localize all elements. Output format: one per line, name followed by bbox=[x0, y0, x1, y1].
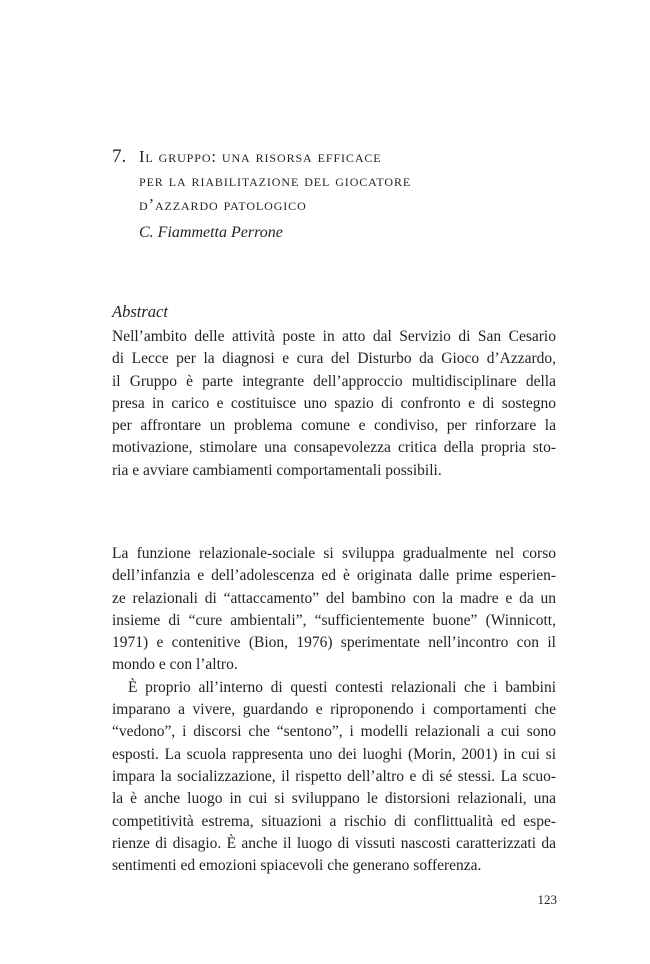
body-line: È proprio all’interno di questi contesti relazionali che i bambini bbox=[128, 678, 556, 696]
body-line: insieme di “cure ambientali”, “sufficientemente buone” (Winnicott, bbox=[112, 611, 556, 629]
abstract-heading: Abstract bbox=[112, 302, 168, 321]
paragraph-2 bbox=[112, 677, 556, 878]
body-line: la è anche luogo in cui si sviluppano le distorsioni relazionali, una bbox=[112, 790, 556, 808]
chapter-author: C. Fiammetta Perrone bbox=[139, 224, 283, 241]
body-text bbox=[112, 543, 556, 877]
body-line: impara la socializzazione, il rispetto dell’altro e di sé stessi. La scuo- bbox=[112, 767, 556, 785]
body-line: La funzione relazionale-sociale si sviluppa gradualmente nel corso bbox=[112, 545, 556, 562]
abstract-line: di Lecce per la diagnosi e cura del Disturbo da Gioco d’Azzardo, bbox=[112, 350, 556, 368]
page-number: 123 bbox=[537, 892, 557, 907]
body-line: mondo e con l’altro. bbox=[112, 656, 238, 674]
abstract-body bbox=[112, 326, 556, 482]
abstract-line: ria e avviare cambiamenti comportamentali possibili. bbox=[112, 461, 442, 479]
abstract-line: per affrontare un problema comune e condiviso, per rinforzare la bbox=[112, 417, 556, 435]
body-line: ze relazionali di “attaccamento” del bambino con la madre e da un bbox=[112, 589, 556, 607]
chapter-number: 7. bbox=[112, 146, 127, 167]
abstract-line: motivazione, stimolare una consapevolezza critica della propria sto- bbox=[112, 439, 556, 457]
body-line: 1971) e contenitive (Bion, 1976) sperimentate nell’incontro con il bbox=[112, 634, 556, 652]
body-line: dell’infanzia e dell’adolescenza ed è originata dalle prime esperien- bbox=[112, 567, 556, 585]
chapter-heading bbox=[112, 145, 552, 244]
body-line: esposti. La scuola rappresenta uno dei luoghi (Morin, 2001) in cui si bbox=[112, 745, 556, 763]
body-line: sentimenti ed emozioni spiacevoli che generano sofferenza. bbox=[112, 857, 482, 875]
body-line: “vedono”, i discorsi che “sentono”, i modelli relazionali a cui sono bbox=[112, 723, 556, 741]
body-line: imparano a vivere, guardando e riproponendo i comportamenti che bbox=[112, 701, 556, 719]
abstract-line: presa in carico e costituisce uno spazio di confronto e di sostegno bbox=[112, 394, 556, 412]
abstract-line: il Gruppo è parte integrante dell’approccio multidisciplinare della bbox=[112, 372, 556, 390]
body-line: competitività estrema, situazioni a rischio di conflittualità ed espe- bbox=[112, 812, 556, 830]
abstract-line: Nell’ambito delle attività poste in atto dal Servizio di San Cesario bbox=[112, 328, 556, 345]
chapter-title: Il gruppo: una risorsa efficace per la riabilitazione del giocatore d’azzardo patologico bbox=[139, 147, 412, 214]
body-line: rienze di disagio. È anche il luogo di vissuti nascosti caratterizzati da bbox=[112, 834, 556, 852]
paragraph-1 bbox=[112, 543, 556, 677]
